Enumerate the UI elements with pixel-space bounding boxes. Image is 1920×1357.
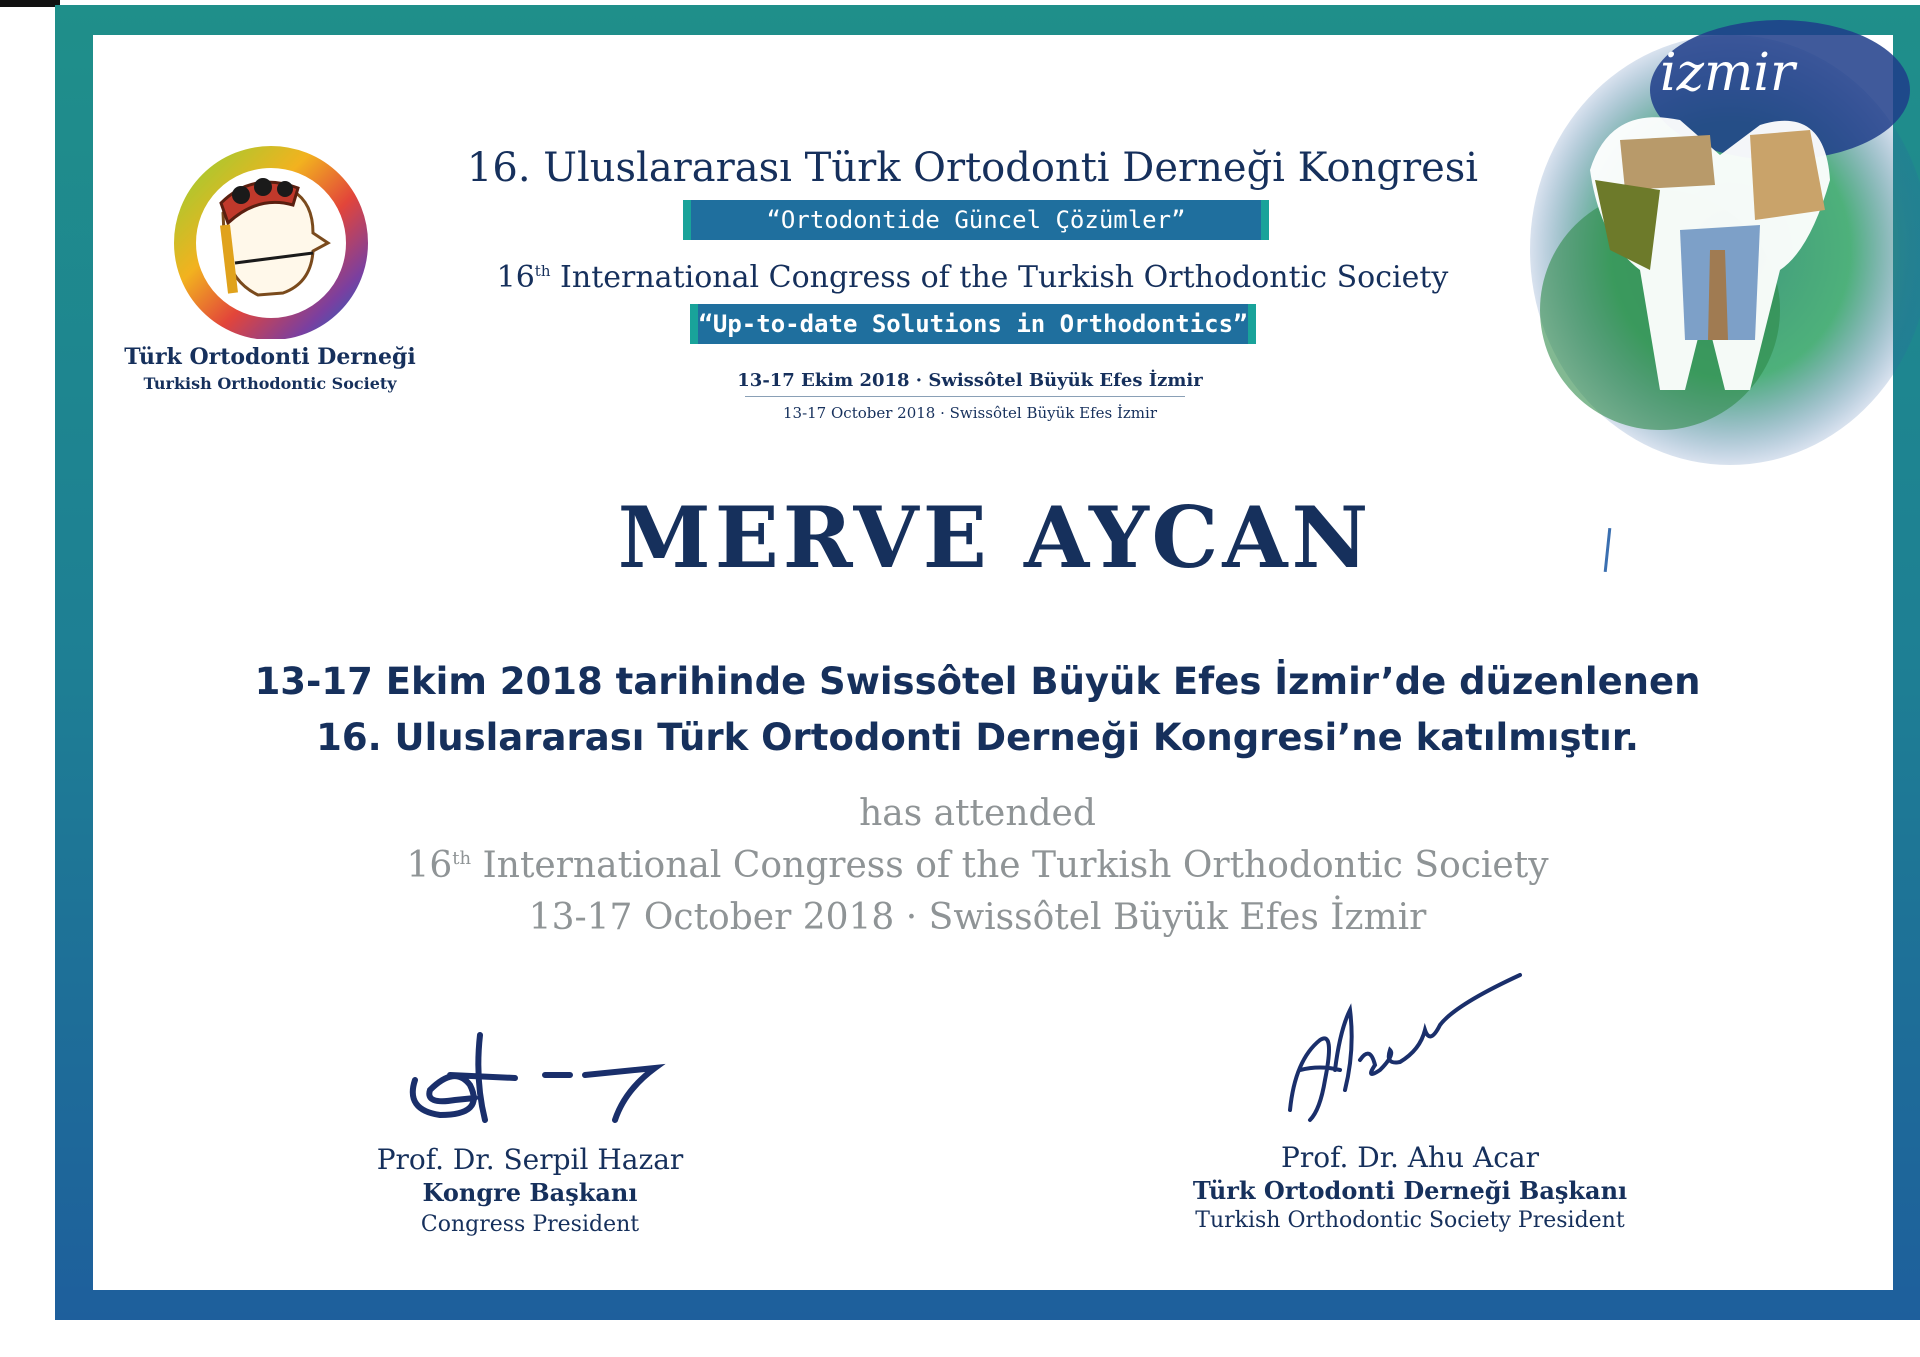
society-logo-icon [163, 143, 375, 339]
signature-right [1280, 970, 1530, 1130]
svg-text:izmir: izmir [1660, 43, 1795, 103]
society-name-en: Turkish Orthodontic Society [143, 374, 397, 393]
statement-en-line2: 16th International Congress of the Turkish Orthodontic Society [406, 845, 1549, 886]
scan-edge [0, 0, 60, 7]
statement-tr-line1: 13-17 Ekim 2018 tarihinde Swissôtel Büyük Efes İzmir’de düzenlenen [254, 660, 1701, 703]
congress-date-tr: 13-17 Ekim 2018 · Swissôtel Büyük Efes İzmir [737, 370, 1203, 391]
signatory-right-role-en: Turkish Orthodontic Society President [1195, 1208, 1625, 1233]
congress-title-en: 16th International Congress of the Turkish Orthodontic Society [496, 260, 1449, 295]
signatory-right-role-tr: Türk Ortodonti Derneği Başkanı [1192, 1176, 1628, 1205]
statement-en-line3: 13-17 October 2018 · Swissôtel Büyük Efes İzmir [528, 897, 1427, 938]
statement-en-line1: has attended [859, 793, 1096, 834]
theme-banner-en: “Up-to-date Solutions in Orthodontics” [690, 304, 1256, 344]
izmir-tooth-artwork [1480, 10, 1920, 480]
society-name-tr: Türk Ortodonti Derneği [124, 344, 416, 370]
signature-left [395, 1020, 675, 1130]
signatory-right-name: Prof. Dr. Ahu Acar [1281, 1141, 1539, 1174]
congress-title-tr: 16. Uluslararası Türk Ortodonti Derneği Kongresi [466, 145, 1479, 191]
congress-date-en: 13-17 October 2018 · Swissôtel Büyük Efes İzmir [782, 404, 1157, 422]
signatory-left-role-tr: Kongre Başkanı [422, 1178, 638, 1207]
date-divider [745, 396, 1185, 397]
statement-tr-line2: 16. Uluslararası Türk Ortodonti Derneği Kongresi’ne katılmıştır. [316, 716, 1639, 759]
signatory-left-name: Prof. Dr. Serpil Hazar [376, 1143, 684, 1176]
theme-banner-tr: “Ortodontide Güncel Çözümler” [683, 200, 1269, 240]
signatory-left-role-en: Congress President [420, 1212, 640, 1237]
recipient-name: MERVE AYCAN [617, 488, 1373, 587]
